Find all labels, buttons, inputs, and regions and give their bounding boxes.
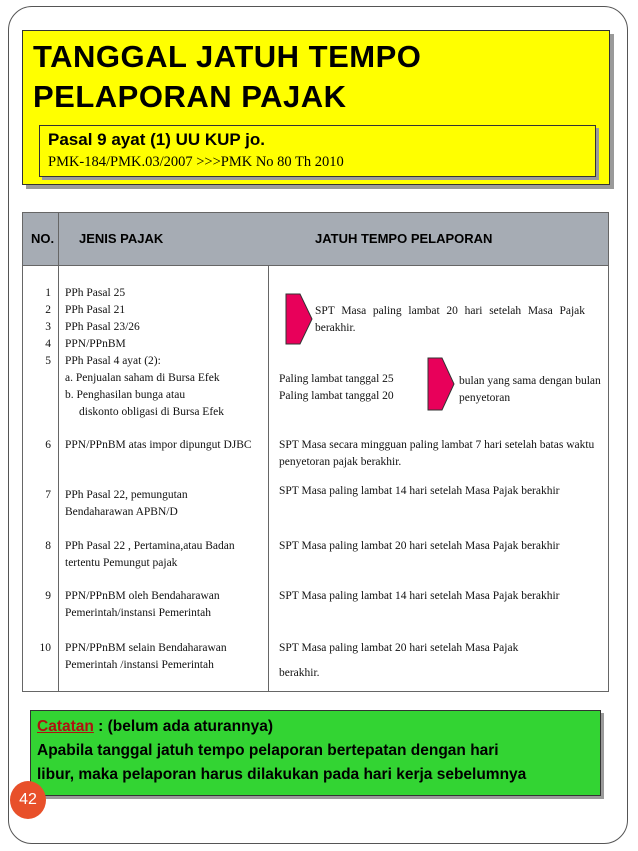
row-number: 4 (45, 338, 51, 350)
note-line-1 (37, 715, 594, 739)
note-label: Catatan (37, 718, 94, 735)
tax-type: b. Penghasilan bunga atau (65, 389, 186, 401)
tax-type: diskonto obligasi di Bursa Efek (79, 406, 225, 418)
note-box (30, 710, 601, 796)
note-line-2: Apabila tanggal jatuh tempo pelaporan bertepatan dengan hari (37, 742, 499, 759)
tax-type: PPN/PPnBM selain Bendaharawan Pemerintah /instansi Pemerintah (65, 642, 227, 671)
column-divider-1 (58, 213, 59, 691)
note-label-rest: : (belum ada aturannya) (93, 718, 274, 735)
header-no: NO. (31, 231, 55, 246)
sub-due-20: Paling lambat tanggal 20 (279, 390, 394, 402)
title-line-1: TANGGAL JATUH TEMPO (33, 39, 422, 74)
row-number: 5 (45, 355, 51, 367)
subtitle-box (39, 125, 596, 177)
tax-type: PPh Pasal 25 (65, 287, 126, 299)
tax-type: PPN/PPnBM oleh Bendaharawan Pemerintah/instansi Pemerintah (65, 590, 220, 619)
page-number-badge: 42 (10, 781, 46, 819)
row-number: 8 (45, 540, 51, 552)
page-title (33, 37, 421, 117)
sub-due-note: bulan yang sama dengan bulan penyetoran (459, 375, 601, 404)
row-number: 9 (45, 590, 51, 602)
due-description: SPT Masa secara mingguan paling lambat 7 hari setelah batas waktu penyetoran pajak berakhir. (279, 439, 595, 468)
due-description-continued: berakhir. (279, 667, 320, 679)
tax-type: PPN/PPnBM atas impor dipungut DJBC (65, 439, 252, 451)
tax-type: PPh Pasal 23/26 (65, 321, 140, 333)
tax-type: PPh Pasal 21 (65, 304, 126, 316)
arrow-right-icon (427, 357, 455, 411)
tax-type: a. Penjualan saham di Bursa Efek (65, 372, 220, 384)
due-description: SPT Masa paling lambat 20 hari setelah Masa Pajak (279, 642, 519, 654)
row-number: 7 (45, 489, 51, 501)
due-description: SPT Masa paling lambat 14 hari setelah Masa Pajak berakhir (279, 590, 560, 602)
row-number: 10 (39, 642, 51, 654)
row-number: 2 (45, 304, 51, 316)
group1-items (65, 285, 265, 421)
row-number: 3 (45, 321, 51, 333)
header-jenis-pajak: JENIS PAJAK (79, 231, 164, 246)
group1-numbers (29, 285, 51, 370)
due-date-table (22, 212, 609, 692)
tax-type: PPh Pasal 22 , Pertamina,atau Badan tertentu Pemungut pajak (65, 540, 235, 569)
subtitle-line-1: Pasal 9 ayat (1) UU KUP jo. (48, 130, 265, 149)
note-line-3: libur, maka pelaporan harus dilakukan pada hari kerja sebelumnya (37, 766, 527, 783)
due-description: SPT Masa paling lambat 14 hari setelah Masa Pajak berakhir (279, 485, 560, 497)
table-header (23, 213, 608, 266)
tax-type: PPN/PPnBM (65, 338, 126, 350)
column-divider-2 (268, 265, 269, 691)
title-line-2: PELAPORAN PAJAK (33, 79, 347, 114)
subtitle-line-2: PMK-184/PMK.03/2007 >>>PMK No 80 Th 2010 (48, 154, 344, 170)
row-number: 1 (45, 287, 51, 299)
sub-due-block (279, 371, 429, 405)
header-jatuh-tempo: JATUH TEMPO PELAPORAN (315, 231, 493, 246)
tax-type: PPh Pasal 4 ayat (2): (65, 355, 161, 367)
group1-due: SPT Masa paling lambat 20 hari setelah Masa Pajak berakhir. (315, 305, 585, 334)
arrow-right-icon (285, 293, 313, 345)
due-description: SPT Masa paling lambat 20 hari setelah Masa Pajak berakhir (279, 540, 560, 552)
tax-type: PPh Pasal 22, pemungutan Bendaharawan APBN/D (65, 489, 188, 518)
title-box (22, 30, 610, 185)
sub-due-25: Paling lambat tanggal 25 (279, 373, 394, 385)
row-number: 6 (45, 439, 51, 451)
